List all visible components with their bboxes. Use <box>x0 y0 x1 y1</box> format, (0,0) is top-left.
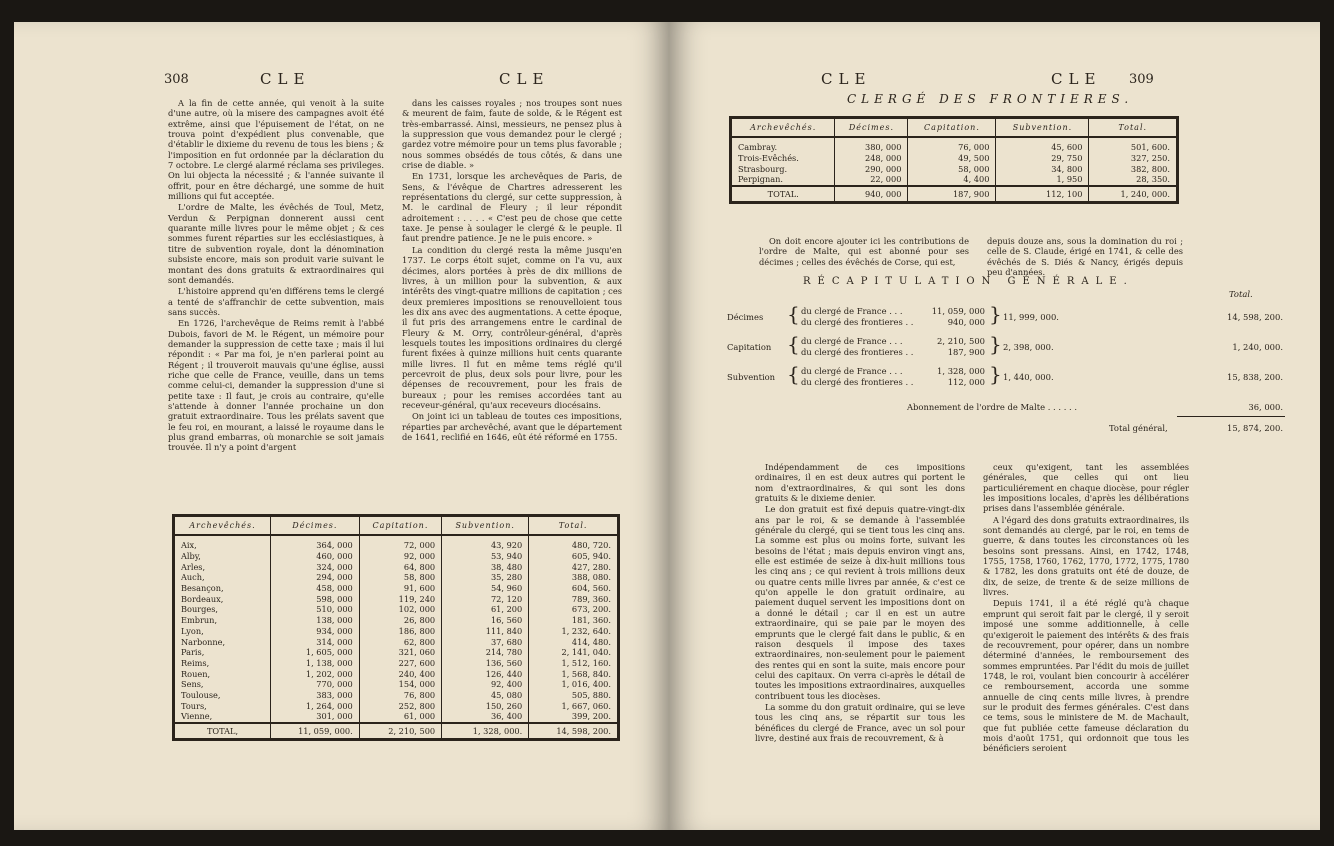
table-cell: 480, 720. <box>529 535 618 551</box>
table-header-cell: Décimes. <box>271 517 360 536</box>
recap-label: Subvention <box>727 372 776 382</box>
table-cell: 53, 940 <box>442 551 529 562</box>
brace-close: } <box>989 332 1002 356</box>
table-cell: 598, 000 <box>271 593 360 604</box>
table-cell: 91, 600 <box>359 583 441 594</box>
table-total-cell: 14, 598, 200. <box>529 723 618 739</box>
running-head-left: CLE <box>821 70 872 88</box>
table-header-cell: Capitation. <box>359 517 441 536</box>
recap-total: 1, 240, 000. <box>1232 342 1283 352</box>
left-column-2 <box>402 98 622 443</box>
table-total-cell: TOTAL, <box>175 723 271 739</box>
table-cell: Bordeaux, <box>175 593 271 604</box>
brace-close: } <box>989 362 1002 386</box>
recap-line: du clergé de France . . . <box>801 336 903 346</box>
right-column-1 <box>755 462 965 744</box>
recap-line: du clergé des frontieres . . <box>801 317 914 327</box>
table-total-cell: 187, 900 <box>908 186 996 202</box>
table-row <box>175 561 618 572</box>
table-cell: Reims, <box>175 658 271 669</box>
table-total-cell: 1, 328, 000. <box>442 723 529 739</box>
table-cell: 501, 600. <box>1089 137 1177 153</box>
table-cell: 1, 605, 000 <box>271 647 360 658</box>
table-cell: 58, 000 <box>908 163 996 174</box>
table-cell: 54, 960 <box>442 583 529 594</box>
table-cell: 1, 264, 000 <box>271 700 360 711</box>
paragraph: On joint ici un tableau de toutes ces impositions, réparties par archevêché, avant que le département de 1641, reclifié en 1646, eût été réformé en 1755. <box>402 411 622 442</box>
table-cell: 382, 800. <box>1089 163 1177 174</box>
table-cell: 673, 200. <box>529 604 618 615</box>
paragraph: Le don gratuit est fixé depuis quatre-vingt-dix ans par le roi, & se demande à l'assemblée générale du clergé, qui se tient tous les cinq ans. La somme est plus ou moins forte, suivant les besoins de l'état ; mais depuis environ vingt ans, elle est estimée de seize à dix-huit millions tous les cinq ans ; ce qui revient à trois millions deux ou quatre cents mille livres par année, & c'est ce qu'on appelle le don gratuit ordinaire, au paiement duquel servent les impositions dont on a donné le détail ; car il en est un autre extraordinaire, qui se paie par le moyen des emprunts que le clergé fait dans le public, & en raison desquels il impose des taxes extraordinaires, non-seulement pour le paiement des rentes qui en sont la suite, mais encore pour celui des capitaux. On verra ci-après le détail de toutes les impositions extraordinaires, auxquelles contribuent tous les diocèses. <box>755 504 965 701</box>
table-cell: 136, 560 <box>442 658 529 669</box>
table-cell: 240, 400 <box>359 668 441 679</box>
malte-paragraph-left: On doit encore ajouter ici les contributions de l'ordre de Malte, qui est abonné pour ses décimes ; celles des évêchés de Corse, qui est, <box>759 236 969 267</box>
rule <box>1177 416 1285 417</box>
table-cell: 505, 880. <box>529 690 618 701</box>
table-cell: Narbonne, <box>175 636 271 647</box>
table-cell: 789, 360. <box>529 593 618 604</box>
table-cell: 22, 000 <box>835 174 908 186</box>
paragraph: La condition du clergé resta la même jusqu'en 1737. Le corps étoit sujet, comme on l'a vu, aux décimes, alors portées à près de dix millions de livres, à un million pour la subvention, & aux intérêts des vingt-quatre millions de capitation ; ces deux premieres impositions se renouvelloient tous les dix ans avec des augmentations. A cette époque, il fut pris des arrangemens entre le cardinal de Fleury & M. Orry, contrôleur-général, d'après lesquels toutes les impositions ordinaires du clergé furent fixées à quinze millions huit cents quarante mille livres. Il fut en même tems réglé qu'il percevroit de plus, deux sols pour livre, pour les dépenses de recouvrement, pour les frais de bureaux ; pour les remises accordées tant au receveur-général, qu'aux receveurs diocésains. <box>402 244 622 410</box>
table-cell: 72, 120 <box>442 593 529 604</box>
table-cell: 934, 000 <box>271 626 360 637</box>
right-page <box>669 22 1320 830</box>
table-row <box>175 551 618 562</box>
abonnement-label: Abonnement de l'ordre de Malte . . . . . . <box>907 402 1077 412</box>
table-row <box>175 668 618 679</box>
recap-line: du clergé de France . . . <box>801 366 903 376</box>
table-cell: Rouen, <box>175 668 271 679</box>
table-cell: Strasbourg. <box>732 163 835 174</box>
table-total-cell: TOTAL. <box>732 186 835 202</box>
table-header-cell: Total. <box>1089 119 1177 138</box>
brace-open: { <box>787 362 800 386</box>
table-row <box>175 636 618 647</box>
total-general-value: 15, 874, 200. <box>1227 423 1283 433</box>
table-cell: Trois-Evêchés. <box>732 153 835 164</box>
running-head-right: CLE <box>499 70 550 88</box>
table-row <box>175 593 618 604</box>
table-cell: 186, 800 <box>359 626 441 637</box>
recap-total: 14, 598, 200. <box>1227 312 1283 322</box>
table-total-cell: 2, 210, 500 <box>359 723 441 739</box>
table-cell: 61, 000 <box>359 711 441 723</box>
paragraph: Depuis 1741, il a été réglé qu'à chaque emprunt qui seroit fait par le clergé, il y seroit imposé une somme additionnelle, à celle qu'exigeroit le paiement des intérêts & des frais de recouvrement, pour opérer, dans un nombre déterminé d'années, le remboursement des sommes empruntées. Par l'édit du mois de juillet 1748, le roi, voulant bien concourir à accélérer ce remboursement, accorda une somme annuelle de cinq cents mille livres, à prendre sur le produit des fermes générales. C'est dans ce tems, sous le ministere de M. de Machault, que fut publiée cette fameuse déclaration du mois d'août 1751, qui ordonnoit que tous les bénéficiers seroient <box>983 598 1189 754</box>
table-cell: 321, 060 <box>359 647 441 658</box>
recap-sum: 11, 999, 000. <box>1003 312 1059 322</box>
paragraph: L'histoire apprend qu'en différens tems le clergé a tenté de s'affranchir de cette subvention, mais sans succès. <box>168 286 384 317</box>
table-header-cell: Capitation. <box>908 119 996 138</box>
recap-value: 11, 059, 000 <box>931 306 985 316</box>
table-cell: 294, 000 <box>271 572 360 583</box>
table-cell: 364, 000 <box>271 535 360 551</box>
table-row <box>175 626 618 637</box>
recap-total: 15, 838, 200. <box>1227 372 1283 382</box>
table-cell: 314, 000 <box>271 636 360 647</box>
table-cell: 770, 000 <box>271 679 360 690</box>
table-cell: 604, 560. <box>529 583 618 594</box>
table-cell: 64, 800 <box>359 561 441 572</box>
table-cell: 214, 780 <box>442 647 529 658</box>
table-cell: 35, 280 <box>442 572 529 583</box>
table-row <box>175 690 618 701</box>
table-cell: Embrun, <box>175 615 271 626</box>
table-cell: 327, 250. <box>1089 153 1177 164</box>
table-cell: 111, 840 <box>442 626 529 637</box>
table-cell: 290, 000 <box>835 163 908 174</box>
recap-value: 1, 328, 000 <box>937 366 985 376</box>
table-cell: 414, 480. <box>529 636 618 647</box>
table-row <box>175 700 618 711</box>
table-cell: 34, 800 <box>996 163 1089 174</box>
table-cell: 138, 000 <box>271 615 360 626</box>
table-cell: 248, 000 <box>835 153 908 164</box>
table-cell: 28, 350. <box>1089 174 1177 186</box>
recap-value: 187, 900 <box>947 347 985 357</box>
table-cell: Alby, <box>175 551 271 562</box>
table-cell: 324, 000 <box>271 561 360 572</box>
table-header-cell: Décimes. <box>835 119 908 138</box>
table-cell: 252, 800 <box>359 700 441 711</box>
table-total-cell: 112, 100 <box>996 186 1089 202</box>
table-cell: 1, 950 <box>996 174 1089 186</box>
table-cell: 380, 000 <box>835 137 908 153</box>
table-cell: Toulouse, <box>175 690 271 701</box>
table-cell: 26, 800 <box>359 615 441 626</box>
table-cell: 399, 200. <box>529 711 618 723</box>
table-cell: 460, 000 <box>271 551 360 562</box>
table-row <box>175 604 618 615</box>
table-cell: 1, 202, 000 <box>271 668 360 679</box>
table-archeveches <box>172 514 620 741</box>
table-row <box>175 658 618 669</box>
recap-value: 940, 000 <box>947 317 985 327</box>
recap-line: du clergé des frontieres . . <box>801 347 914 357</box>
table-cell: 92, 400 <box>442 679 529 690</box>
table-row <box>175 647 618 658</box>
table-cell: 38, 480 <box>442 561 529 572</box>
table-row <box>175 711 618 723</box>
recap-total-head: Total. <box>1229 289 1253 299</box>
recap-value: 112, 000 <box>947 377 985 387</box>
brace-open: { <box>787 332 800 356</box>
table-cell: Vienne, <box>175 711 271 723</box>
table-total-cell: 940, 000 <box>835 186 908 202</box>
paragraph: En 1731, lorsque les archevêques de Paris, de Sens, & l'évêque de Chartres adresserent les représentations du clergé, sur cette suppression, à M. le cardinal de Fleury ; il leur répondit adroitement : . . . . « C'est peu de chose que cette taxe. Je pense à soulager le clergé & le peuple. Il faut prendre patience. Je ne le puis encore. » <box>402 171 622 244</box>
abonnement-value: 36, 000. <box>1248 402 1283 412</box>
table-cell: 37, 680 <box>442 636 529 647</box>
recap-sum: 2, 398, 000. <box>1003 342 1054 352</box>
brace-open: { <box>787 302 800 326</box>
table-cell: 605, 940. <box>529 551 618 562</box>
table-cell: Lyon, <box>175 626 271 637</box>
table-cell: Perpignan. <box>732 174 835 186</box>
table-cell: 29, 750 <box>996 153 1089 164</box>
recap-line: du clergé des frontieres . . <box>801 377 914 387</box>
table-cell: 102, 000 <box>359 604 441 615</box>
paragraph: L'ordre de Malte, les évêchés de Toul, Metz, Verdun & Perpignan donnerent aussi cent quarante mille livres pour le même objet ; & ces sommes furent réparties sur les ecclésiastiques, à titre de subvention royale, dont la dénomination subsiste encore, mais son produit varie suivant le montant des dons gratuits & extraordinaires qui sont demandés. <box>168 202 384 285</box>
table-cell: 72, 000 <box>359 535 441 551</box>
table-cell: Paris, <box>175 647 271 658</box>
table-cell: 510, 000 <box>271 604 360 615</box>
table-cell: 388, 080. <box>529 572 618 583</box>
table-total-cell: 1, 240, 000. <box>1089 186 1177 202</box>
running-head-left: CLE <box>260 70 311 88</box>
table-total-row <box>175 723 618 739</box>
table-cell: Aix, <box>175 535 271 551</box>
table-cell: 92, 000 <box>359 551 441 562</box>
table-cell: Sens, <box>175 679 271 690</box>
recap-sum: 1, 440, 000. <box>1003 372 1054 382</box>
malte-paragraph-right: depuis douze ans, sous la domination du roi ; celle de S. Claude, érigé en 1741, & celle des évêchés de S. Diés & Nancy, érigés depuis peu d'années. <box>987 236 1183 278</box>
table-row <box>175 679 618 690</box>
table-cell: 49, 500 <box>908 153 996 164</box>
table-cell: Tours, <box>175 700 271 711</box>
table-header-cell: Total. <box>529 517 618 536</box>
recap-value: 2, 210, 500 <box>937 336 985 346</box>
table-row <box>175 615 618 626</box>
left-column-1 <box>168 98 384 454</box>
table-cell: 427, 280. <box>529 561 618 572</box>
left-page <box>14 22 669 830</box>
table-cell: 154, 000 <box>359 679 441 690</box>
table-cell: 458, 000 <box>271 583 360 594</box>
table-cell: 1, 016, 400. <box>529 679 618 690</box>
table-cell: 1, 512, 160. <box>529 658 618 669</box>
table-header-cell: Archevêchés. <box>732 119 835 138</box>
table-row <box>175 583 618 594</box>
recap-title: RÉCAPITULATION GÉNÉRALE. <box>803 276 1134 287</box>
total-general-label: Total général, <box>1109 423 1168 433</box>
paragraph: Indépendamment de ces impositions ordinaires, il en est deux autres qui portent le nom d'extraordinaires, & qui sont les dons gratuits & le dixieme denier. <box>755 462 965 504</box>
table-cell: 126, 440 <box>442 668 529 679</box>
table-cell: 58, 800 <box>359 572 441 583</box>
paragraph: ceux qu'exigent, tant les assemblées générales, que celles qui ont lieu particuliérement en chaque diocèse, pour régler les impositions locales, d'après les délibérations prises dans l'assemblée générale. <box>983 462 1189 514</box>
book-spread <box>14 22 1320 830</box>
table-cell: 43, 920 <box>442 535 529 551</box>
table-cell: 383, 000 <box>271 690 360 701</box>
table-cell: Besançon, <box>175 583 271 594</box>
table-cell: 1, 232, 640. <box>529 626 618 637</box>
paragraph: La somme du don gratuit ordinaire, qui se leve tous les cinq ans, se répartit sur tous les bénéfices du clergé de France, avec un sol pour livre, destiné aux frais de recouvrement, & à <box>755 701 965 743</box>
table-cell: 76, 000 <box>908 137 996 153</box>
table-cell: 61, 200 <box>442 604 529 615</box>
table-cell: 181, 360. <box>529 615 618 626</box>
brace-close: } <box>989 302 1002 326</box>
table-cell: 16, 560 <box>442 615 529 626</box>
recap-label: Capitation <box>727 342 772 352</box>
page-number-right: 309 <box>1129 72 1154 87</box>
table-cell: Cambray. <box>732 137 835 153</box>
paragraph: En 1726, l'archevêque de Reims remit à l'abbé Dubois, favori de M. le Régent, un mémoire pour demander la suppression de cette taxe ; mais il lui répondit : « Par ma foi, je n'en parlerai point au Régent ; il trouveroit mauvais qu'une église, aussi riche que celle de France, veuille, dans un tems comme celui-ci, demander la suppression d'une si petite taxe : Il faut, je crois au contraire, qu'elle s'attende à donner l'année prochaine un don gratuit extraordinaire. Tous les prélats savent que le feu roi, en mourant, a laissé le royaume dans le plus grand embarras, où monarchie se soit jamais trouvée. Il n'y a point d'argent <box>168 318 384 453</box>
table-cell: 36, 400 <box>442 711 529 723</box>
table-cell: 2, 141, 040. <box>529 647 618 658</box>
table-header-cell: Subvention. <box>996 119 1089 138</box>
table-cell: 1, 138, 000 <box>271 658 360 669</box>
table-row <box>175 572 618 583</box>
recap-line: du clergé de France . . . <box>801 306 903 316</box>
table-cell: 4, 400 <box>908 174 996 186</box>
right-column-2 <box>983 462 1189 755</box>
table-cell: 301, 000 <box>271 711 360 723</box>
table-row <box>175 535 618 551</box>
frontieres-title: CLERGÉ DES FRONTIERES. <box>847 92 1134 106</box>
table-header-cell: Archevêchés. <box>175 517 271 536</box>
running-head-right: CLE <box>1051 70 1102 88</box>
table-cell: Bourges, <box>175 604 271 615</box>
table-cell: 76, 800 <box>359 690 441 701</box>
table-cell: 1, 667, 060. <box>529 700 618 711</box>
table-cell: 45, 600 <box>996 137 1089 153</box>
table-cell: 227, 600 <box>359 658 441 669</box>
table-cell: 150, 260 <box>442 700 529 711</box>
table-header-cell: Subvention. <box>442 517 529 536</box>
paragraph: A l'égard des dons gratuits extraordinaires, ils sont demandés au clergé, par le roi, en tems de guerre, & dans toutes les circonstances où les besoins sont pressans. Ainsi, en 1742, 1748, 1755, 1758, 1760, 1762, 1770, 1772, 1775, 1780 & 1782, les dons gratuits ont été de douze, de dix, de seize, de trente & de seize millions de livres. <box>983 514 1189 598</box>
table-cell: Arles, <box>175 561 271 572</box>
recap-label: Décimes <box>727 312 764 322</box>
paragraph: dans les caisses royales ; nos troupes sont nues & meurent de faim, faute de solde, & le Régent est très-embarrassé. Ainsi, messieurs, ne pensez plus à la suppression que vous demandez pour le clergé ; gardez votre mémoire pour un tems plus favorable ; nous sommes obsédés de tous côtés, & dans une crise de diable. » <box>402 98 622 171</box>
table-cell: 62, 800 <box>359 636 441 647</box>
page-number-left: 308 <box>164 72 189 87</box>
paragraph: A la fin de cette année, qui venoit à la suite d'une autre, où la misere des campagnes avoit été extrême, ainsi que l'épuisement de l'état, on ne trouva point d'expédient plus convenable, que d'établir le dixieme du revenu de tous les biens ; & l'imposition en fut ordonnée par la déclaration du 7 octobre. Le clergé alarmé réclama ses privileges. On lui objecta la nécessité ; & l'année suivante il offrit, pour en être déchargé, une somme de huit millions qui fut acceptée. <box>168 98 384 202</box>
table-cell: Auch, <box>175 572 271 583</box>
table-cell: 45, 080 <box>442 690 529 701</box>
table-cell: 1, 568, 840. <box>529 668 618 679</box>
table-total-cell: 11, 059, 000. <box>271 723 360 739</box>
table-cell: 119, 240 <box>359 593 441 604</box>
